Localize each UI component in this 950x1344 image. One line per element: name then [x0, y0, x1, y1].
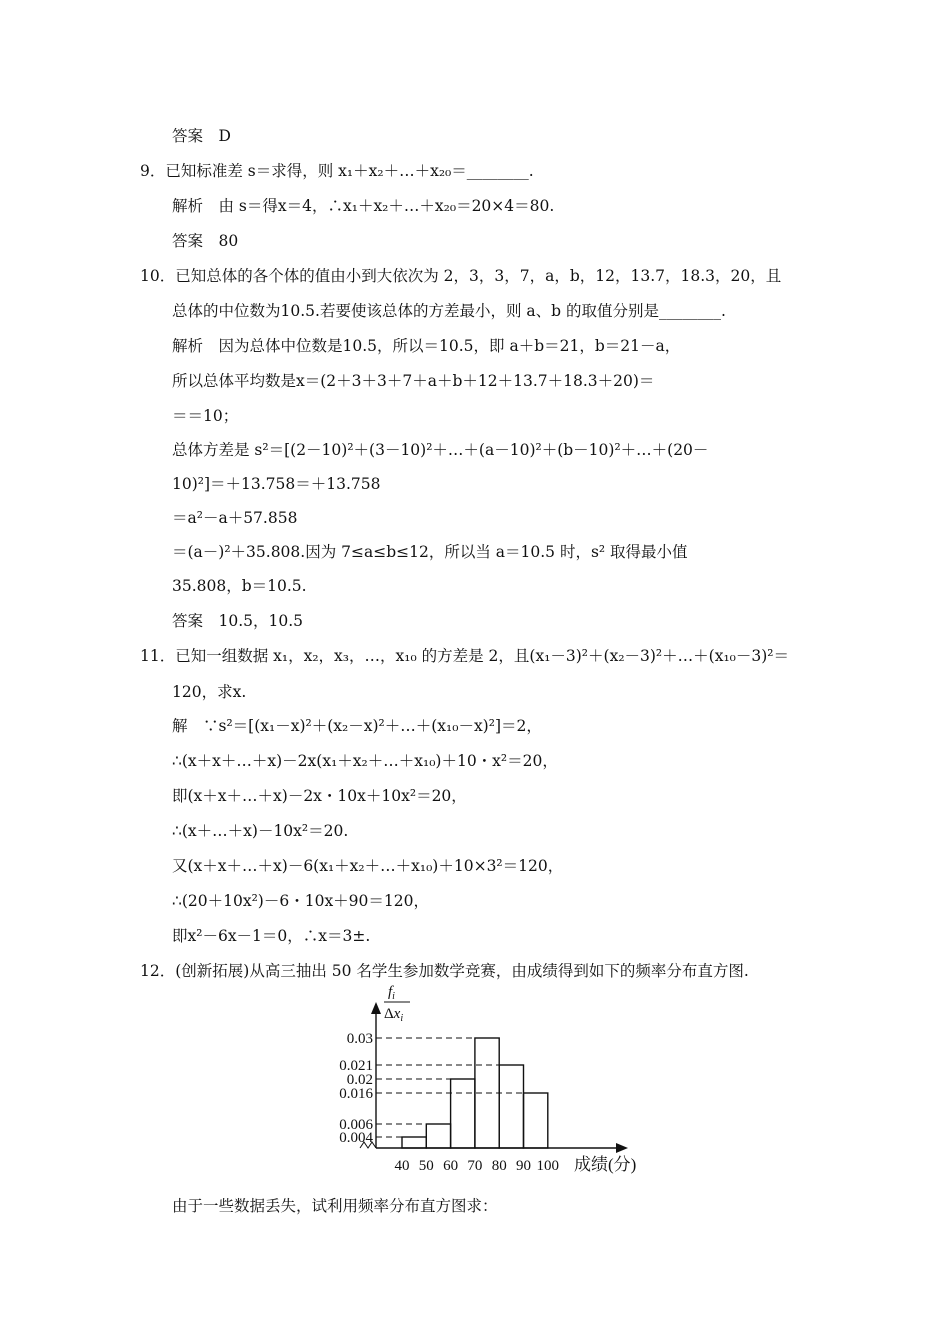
solution-11-result: 即x²－6x－1＝0，∴x＝3±.	[172, 927, 371, 945]
histogram-bar	[524, 1093, 548, 1148]
question-11: 11．已知一组数据 x₁，x₂，x₃，…，x₁₀ 的方差是 2，且(x₁－3)²＋(x₂－3)²＋…＋(x₁₀－3)²＝	[140, 647, 789, 665]
y-tick-label: 0.021	[339, 1058, 373, 1074]
question-12: 12．(创新拓展)从高三抽出 50 名学生参加数学竞赛，由成绩得到如下的频率分布直方图.	[140, 962, 749, 980]
analysis-10-mean: 所以总体平均数是x＝(2＋3＋3＋7＋a＋b＋12＋13.7＋18.3＋20)＝	[172, 372, 655, 390]
y-label-numerator: $f_i$	[388, 984, 395, 1002]
histogram-bar	[402, 1137, 426, 1148]
answer-10: 答案 10.5，10.5	[172, 612, 304, 630]
x-tick-label: 90	[516, 1158, 531, 1174]
x-axis-arrow	[616, 1143, 628, 1153]
analysis-10-mean-result: ＝＝10；	[172, 407, 239, 425]
question-11-cont: 120，求x.	[172, 683, 247, 701]
y-tick-label: 0.016	[339, 1086, 373, 1102]
answer-9: 答案 80	[172, 232, 239, 250]
answer-line: 答案 D	[172, 127, 231, 145]
histogram-chart	[330, 982, 660, 1178]
question-10-cont: 总体的中位数为10.5.若要使该总体的方差最小，则 a、b 的取值分别是________.	[172, 302, 726, 320]
analysis-10-min: ＝(a－)²＋35.808.因为 7≤a≤b≤12，所以当 a＝10.5 时，s² 取得最小值	[172, 543, 688, 561]
analysis-10-step: ＝a²－a＋57.858	[172, 509, 298, 527]
solution-11: 解 ∵s²＝[(x₁－x)²＋(x₂－x)²＋…＋(x₁₀－x)²]＝2，	[172, 717, 542, 735]
question-10: 10．已知总体的各个体的值由小到大依次为 2，3，3，7，a，b，12，13.7，18.3，20，且	[140, 267, 782, 285]
question-9: 9．已知标准差 s＝求得，则 x₁＋x₂＋…＋x₂₀＝________.	[140, 162, 534, 180]
solution-11-step5: ∴(20＋10x²)－6・10x＋90＝120，	[172, 892, 429, 910]
analysis-10: 解析 因为总体中位数是10.5，所以＝10.5，即 a＋b＝21，b＝21－a，	[172, 337, 681, 355]
analysis-9: 解析 由 s＝得x＝4，∴x₁＋x₂＋…＋x₂₀＝20×4＝80.	[172, 197, 555, 215]
solution-11-step4: 又(x＋x＋…＋x)－6(x₁＋x₂＋…＋x₁₀)＋10×3²＝120，	[172, 857, 564, 875]
solution-11-step3: ∴(x＋…＋x)－10x²＝20.	[172, 822, 349, 840]
x-axis-label: 成绩(分)	[574, 1155, 637, 1174]
y-tick-label: 0.004	[339, 1130, 373, 1146]
solution-11-step1: ∴(x＋x＋…＋x)－2x(x₁＋x₂＋…＋x₁₀)＋10・x²＝20，	[172, 752, 558, 770]
x-tick-label: 40	[394, 1158, 410, 1174]
solution-11-step2: 即(x＋x＋…＋x)－2x・10x＋10x²＝20，	[172, 787, 467, 805]
y-tick-label: 0.03	[346, 1031, 373, 1047]
y-tick-label: 0.006	[339, 1117, 373, 1133]
x-tick-label: 100	[536, 1158, 560, 1174]
analysis-10-variance: 总体方差是 s²＝[(2－10)²＋(3－10)²＋…＋(a－10)²＋(b－10)²＋…＋(20－	[172, 441, 709, 459]
histogram-bar	[451, 1079, 475, 1148]
histogram-bar	[499, 1065, 523, 1148]
x-tick-label: 50	[418, 1158, 434, 1174]
analysis-10-result: 35.808，b＝10.5.	[172, 577, 307, 595]
y-label-denominator: $\Delta x_i$	[384, 1006, 404, 1024]
y-axis-arrow	[371, 1002, 381, 1014]
histogram-bar	[426, 1124, 450, 1148]
analysis-10-variance-cont: 10)²]＝＋13.758＝＋13.758	[172, 475, 381, 493]
y-tick-label: 0.02	[346, 1072, 373, 1088]
y-axis-label	[384, 984, 410, 1024]
question-12-cont: 由于一些数据丢失，试利用频率分布直方图求：	[172, 1197, 498, 1215]
x-tick-label: 80	[491, 1158, 507, 1174]
x-tick-label: 60	[443, 1158, 459, 1174]
x-tick-label: 70	[467, 1158, 483, 1174]
